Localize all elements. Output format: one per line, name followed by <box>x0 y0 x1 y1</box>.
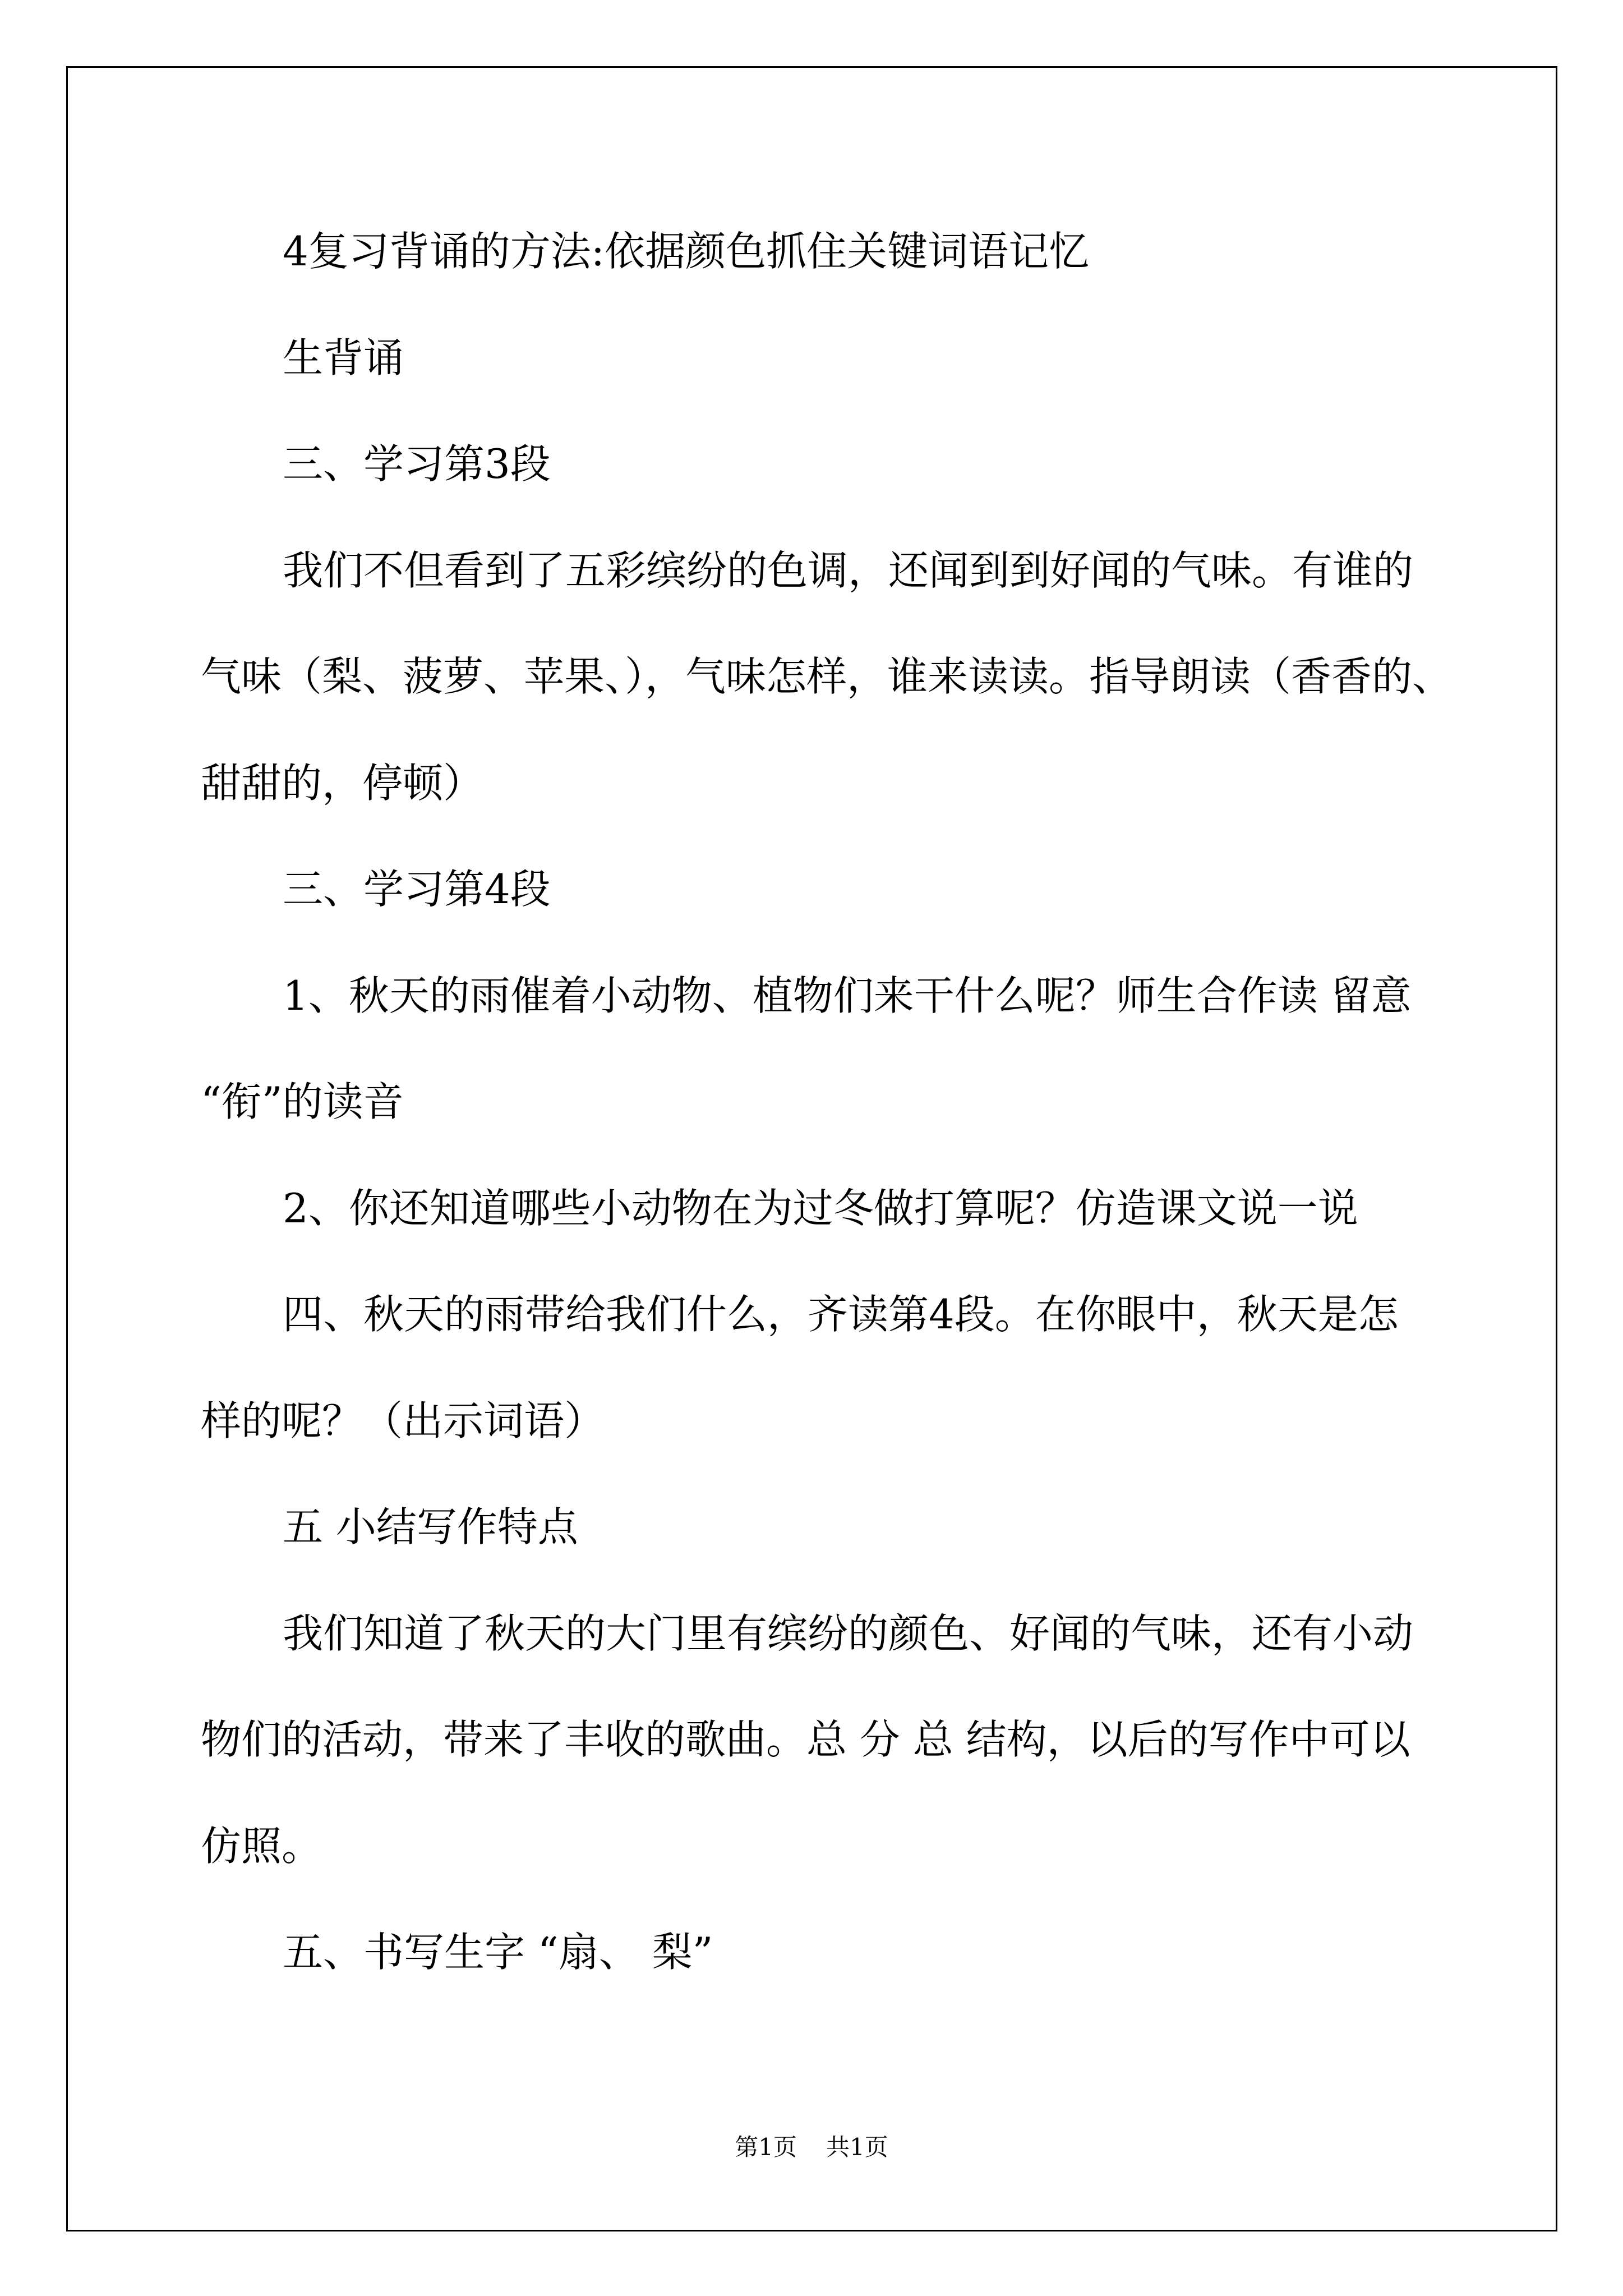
paragraph <box>201 199 1536 305</box>
paragraph-line: 4复习背诵的方法:依据颜色抓住关键词语记忆 <box>283 228 1090 275</box>
paragraph-line: 生背诵 <box>283 334 404 381</box>
paragraph <box>201 1581 1536 1900</box>
paragraph <box>201 1156 1536 1262</box>
paragraph-line: 1、秋天的雨催着小动物、植物们来干什么呢？师生合作读 留意 <box>283 972 1412 1019</box>
paragraph-line: 我们不但看到了五彩缤纷的色调，还闻到到好闻的气味。有谁的 <box>283 546 1414 594</box>
paragraph <box>201 1262 1536 1474</box>
current-page-label: 第1页 <box>735 2133 797 2161</box>
total-pages-label: 共1页 <box>826 2133 888 2161</box>
section-heading <box>201 1899 1536 2006</box>
paragraph-line: 仿照。 <box>201 1822 322 1870</box>
section-heading <box>201 836 1536 943</box>
paragraph-line: 2、你还知道哪些小动物在为过冬做打算呢？仿造课文说一说 <box>283 1184 1358 1232</box>
paragraph <box>201 305 1536 412</box>
paragraph-line: 五、书写生字 “扇、 梨” <box>283 1929 713 1976</box>
section-heading <box>201 1474 1536 1581</box>
page-footer <box>0 2132 1623 2163</box>
paragraph-line: 五 小结写作特点 <box>283 1503 578 1550</box>
document-body <box>201 199 1536 2006</box>
paragraph-line: “衔”的读音 <box>201 1078 404 1125</box>
paragraph-line: 甜甜的，停顿） <box>201 759 484 807</box>
paragraph-line: 三、学习第3段 <box>283 440 551 487</box>
paragraph-line: 样的呢？（出示词语） <box>201 1397 605 1444</box>
paragraph-line: 物们的活动，带来了丰收的歌曲。总 分 总 结构，以后的写作中可以 <box>201 1716 1410 1763</box>
paragraph-line: 三、学习第4段 <box>283 866 551 913</box>
paragraph-line: 气味（梨、菠萝、苹果、），气味怎样，谁来读读。指导朗读（香香的、 <box>201 653 1453 700</box>
paragraph <box>201 518 1536 837</box>
paragraph-line: 我们知道了秋天的大门里有缤纷的颜色、好闻的气味，还有小动 <box>283 1609 1414 1657</box>
section-heading <box>201 411 1536 518</box>
paragraph <box>201 943 1536 1156</box>
paragraph-line: 四、秋天的雨带给我们什么，齐读第4段。在你眼中，秋天是怎 <box>283 1291 1399 1338</box>
